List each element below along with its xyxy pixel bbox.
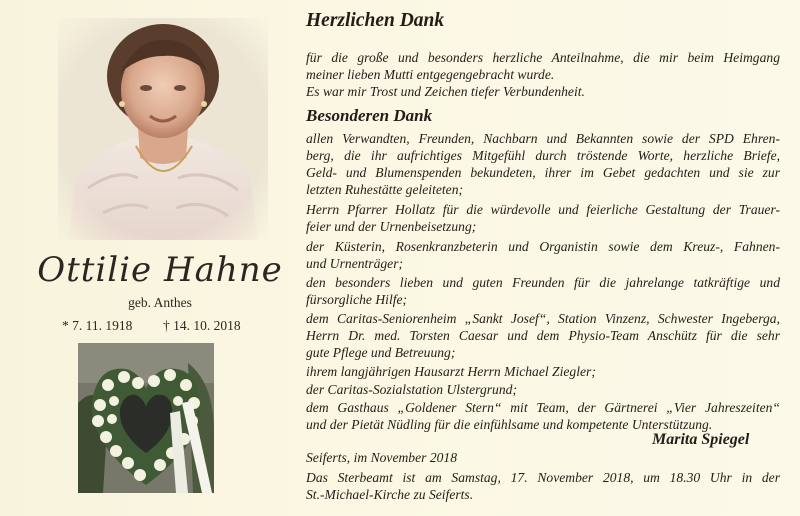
special-thanks-line: Herrn Dr. med. Torsten Caesar und dem Physio-Team Anschütz für die sehr <box>306 328 780 343</box>
special-thanks-line: dem Gasthaus „Goldener Stern“ mit Team, der Gärtnerei „Vier Jahreszeiten“ <box>306 400 780 415</box>
service-info-line: Das Sterbeamt ist am Samstag, 17. November 2018, um 18.30 Uhr in der <box>306 470 780 485</box>
place-date: Seiferts, im November 2018 <box>306 450 458 465</box>
thanks-line: Es war mir Trost und Zeichen tiefer Verbundenheit. <box>306 84 585 99</box>
special-thanks-line: feier und der Urnenbeisetzung; <box>306 219 477 234</box>
special-thanks-line: der Küsterin, Rosenkranzbeterin und Organistin sowie dem Kreuz-, Fahnen- <box>306 239 780 254</box>
maiden-name: geb. Anthes <box>128 295 192 310</box>
heading-special-thanks: Besonderen Dank <box>306 106 433 125</box>
special-thanks-line: ihrem langjährigen Hausarzt Herrn Michael Ziegler; <box>306 364 596 379</box>
service-info-line: St.-Michael-Kirche zu Seiferts. <box>306 487 474 502</box>
special-thanks-line: Herrn Pfarrer Hollatz für die würdevolle und feierliche Gestaltung der Trauer- <box>306 202 780 217</box>
special-thanks-line: berg, die ihr aufrichtiges Mitgefühl durch tröstende Worte, herzliche Briefe, <box>306 148 780 163</box>
thanks-line: meiner lieben Mutti entgegengebracht wurde. <box>306 67 555 82</box>
deceased-name: Ottilie Hahne <box>37 250 283 290</box>
special-thanks-line: Geld- und Blumenspenden bekundeten, ihrer im Gebet gedachten und sie zur <box>306 165 780 180</box>
death-date: † 14. 10. 2018 <box>163 318 241 333</box>
heading-thanks: Herzlichen Dank <box>306 10 445 31</box>
birth-date: * 7. 11. 1918 <box>62 318 133 333</box>
special-thanks-line: und der Pietät Nüdling für die einfühlsame und kompetente Unterstützung. <box>306 417 713 432</box>
thanks-line: für die große und besonders herzliche Anteilnahme, die mir beim Heimgang <box>306 50 780 65</box>
special-thanks-line: gute Pflege und Betreuung; <box>306 345 456 360</box>
special-thanks-line: fürsorgliche Hilfe; <box>306 292 408 307</box>
wreath-photo <box>78 343 214 493</box>
special-thanks-line: letzten Ruhestätte geleiteten; <box>306 182 464 197</box>
special-thanks-line: dem Caritas-Seniorenheim „Sankt Josef“, Station Vinzenz, Schwester Ingeberga, <box>306 311 780 326</box>
portrait-photo <box>58 18 268 240</box>
special-thanks-line: der Caritas-Sozialstation Ulstergrund; <box>306 382 517 397</box>
signature: Marita Spiegel <box>652 431 750 448</box>
special-thanks-line: allen Verwandten, Freunden, Nachbarn und Bekannten sowie der SPD Ehren- <box>306 131 780 146</box>
special-thanks-line: den besonders lieben und guten Freunden für die jahrelange tatkräftige und <box>306 275 780 290</box>
special-thanks-line: und Urnenträger; <box>306 256 404 271</box>
